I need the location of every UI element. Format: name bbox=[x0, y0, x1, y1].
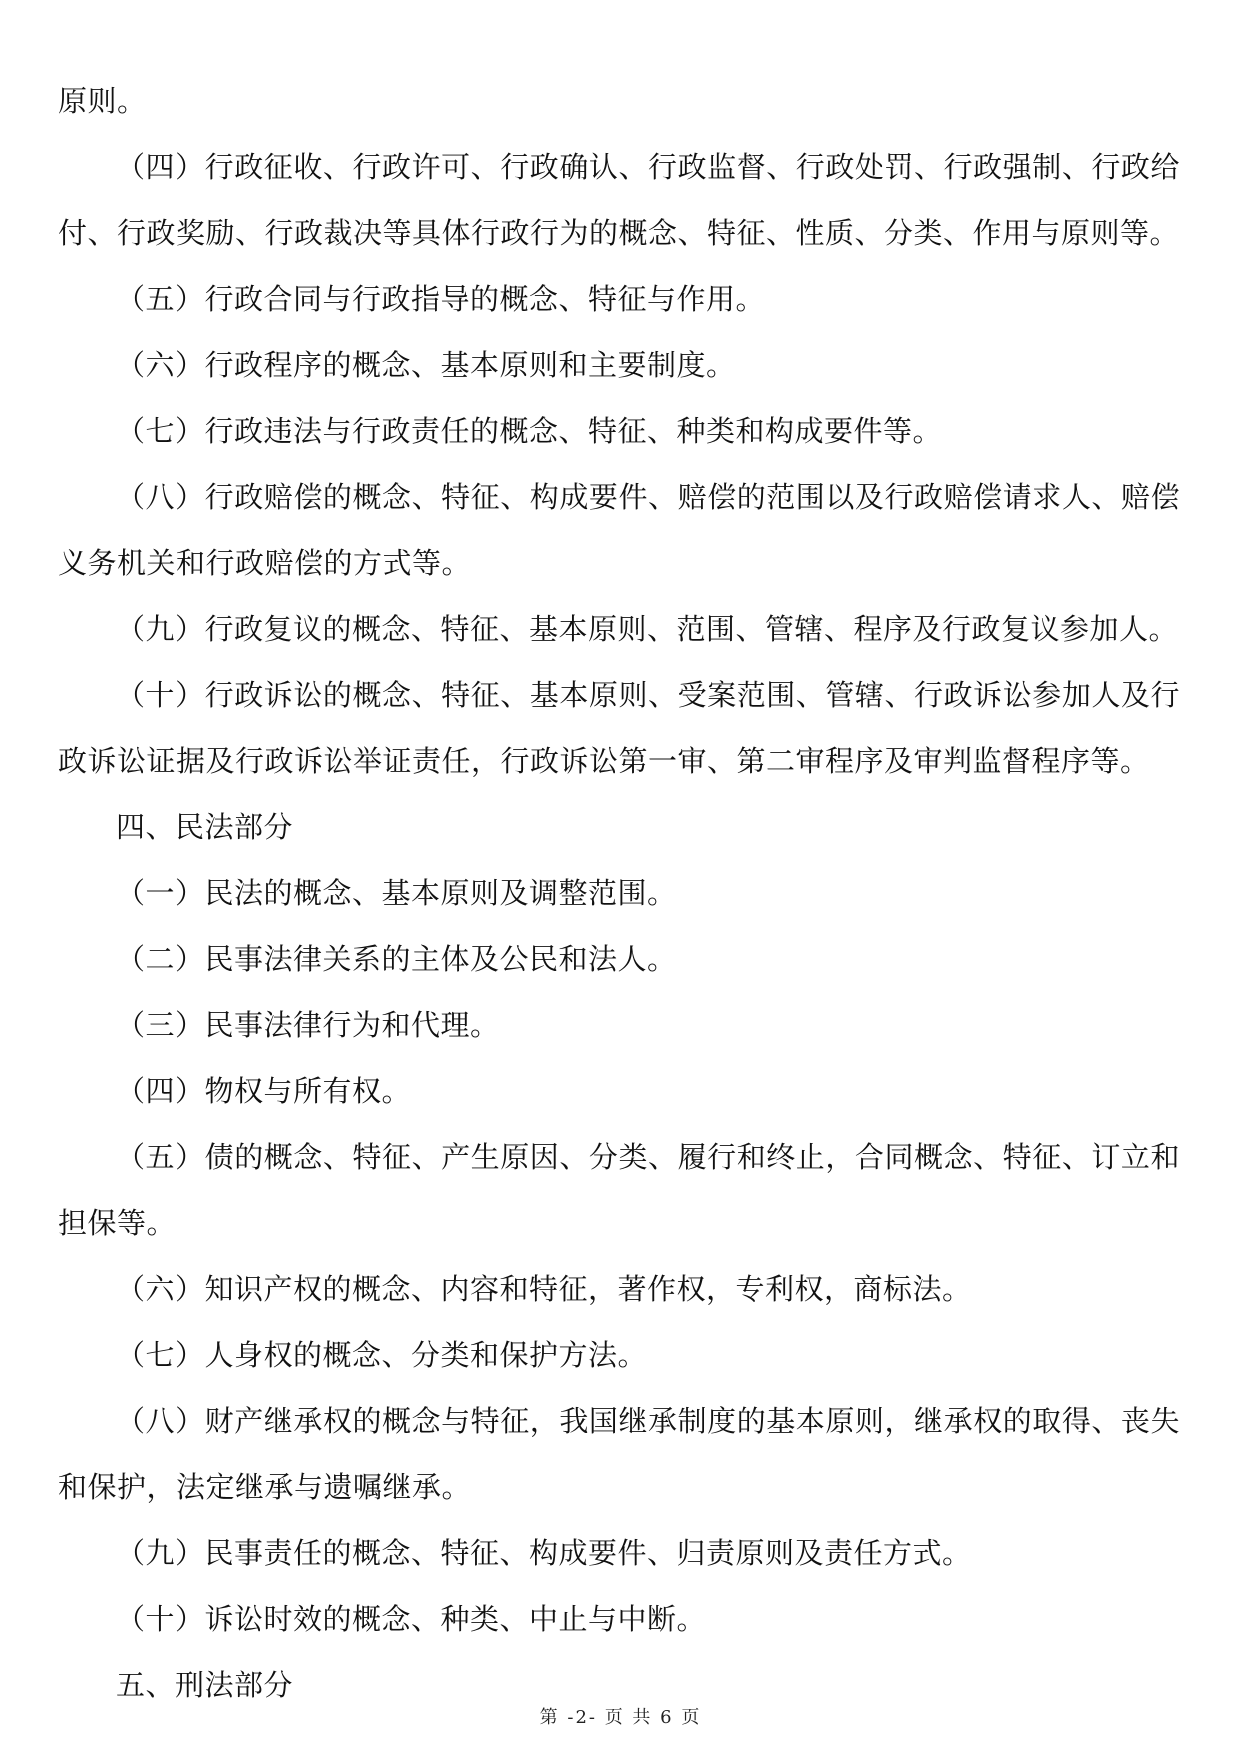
paragraph: （五）债的概念、特征、产生原因、分类、履行和终止，合同概念、特征、订立和担保等。 bbox=[58, 1140, 1180, 1240]
paragraph: 原则。 bbox=[58, 84, 147, 118]
document-body bbox=[58, 68, 1180, 1718]
section-heading: 五、刑法部分 bbox=[116, 1668, 294, 1702]
paragraph: （九）行政复议的概念、特征、基本原则、范围、管辖、程序及行政复议参加人。 bbox=[116, 612, 1179, 646]
paragraph: （八）行政赔偿的概念、特征、构成要件、赔偿的范围以及行政赔偿请求人、赔偿义务机关和行政赔偿的方式等。 bbox=[58, 480, 1180, 580]
paragraph: （九）民事责任的概念、特征、构成要件、归责原则及责任方式。 bbox=[116, 1536, 972, 1570]
paragraph: （十）行政诉讼的概念、特征、基本原则、受案范围、管辖、行政诉讼参加人及行政诉讼证据及行政诉讼举证责任，行政诉讼第一审、第二审程序及审判监督程序等。 bbox=[58, 678, 1180, 778]
paragraph: （八）财产继承权的概念与特征，我国继承制度的基本原则，继承权的取得、丧失和保护，法定继承与遗嘱继承。 bbox=[58, 1404, 1180, 1504]
section-heading: 四、民法部分 bbox=[116, 810, 294, 844]
paragraph: （六）知识产权的概念、内容和特征，著作权，专利权，商标法。 bbox=[116, 1272, 972, 1306]
paragraph: （四）行政征收、行政许可、行政确认、行政监督、行政处罚、行政强制、行政给付、行政奖励、行政裁决等具体行政行为的概念、特征、性质、分类、作用与原则等。 bbox=[58, 150, 1180, 250]
paragraph: （七）人身权的概念、分类和保护方法。 bbox=[116, 1338, 648, 1372]
paragraph: （三）民事法律行为和代理。 bbox=[116, 1008, 500, 1042]
paragraph: （七）行政违法与行政责任的概念、特征、种类和构成要件等。 bbox=[116, 414, 943, 448]
paragraph: （四）物权与所有权。 bbox=[116, 1074, 412, 1108]
page-footer: 第 -2- 页 共 6 页 bbox=[539, 1707, 702, 1728]
paragraph: （二）民事法律关系的主体及公民和法人。 bbox=[116, 942, 677, 976]
paragraph: （五）行政合同与行政指导的概念、特征与作用。 bbox=[116, 282, 766, 316]
paragraph: （一）民法的概念、基本原则及调整范围。 bbox=[116, 876, 677, 910]
paragraph: （六）行政程序的概念、基本原则和主要制度。 bbox=[116, 348, 736, 382]
paragraph: （十）诉讼时效的概念、种类、中止与中断。 bbox=[116, 1602, 707, 1636]
